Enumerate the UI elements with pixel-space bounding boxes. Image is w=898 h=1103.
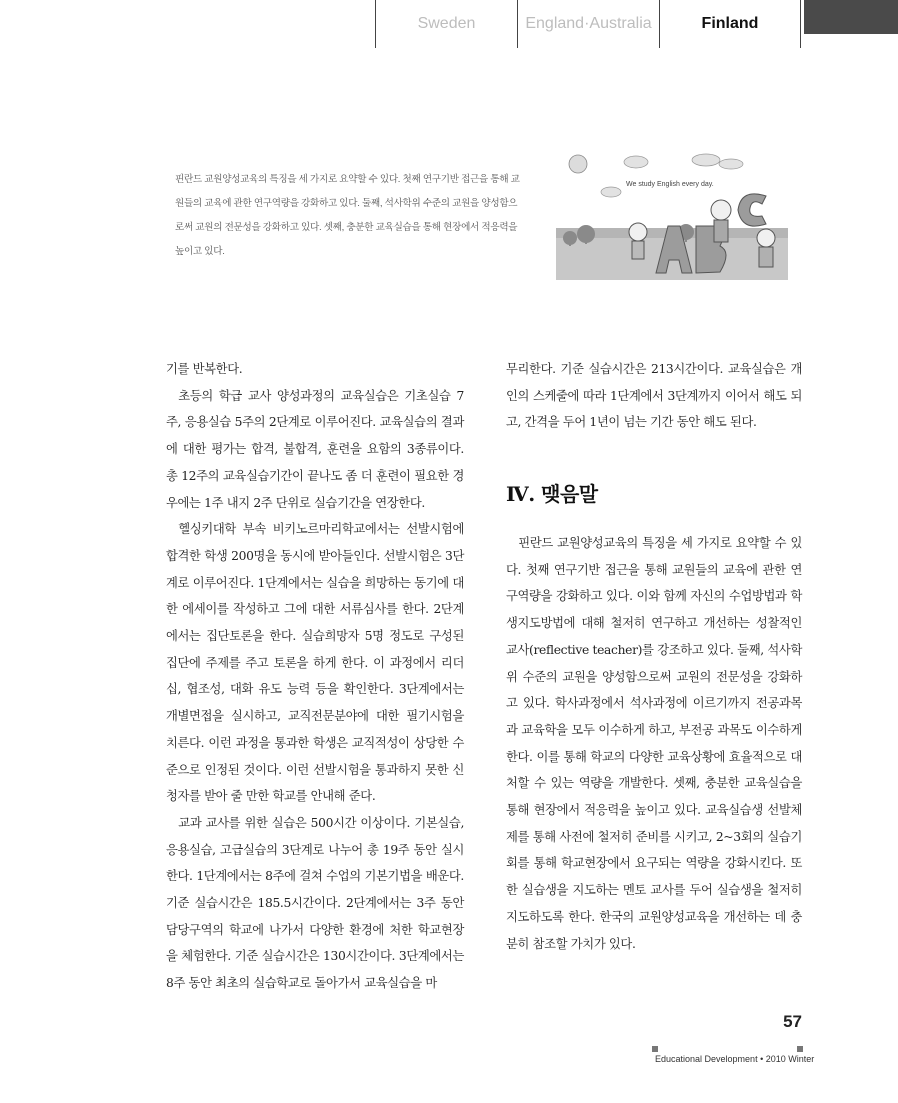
page-number: 57 — [783, 1012, 802, 1031]
section-heading: Ⅳ. 맺음말 — [506, 482, 598, 506]
paragraph: 기를 반복한다. — [166, 362, 243, 376]
footer-square-left — [652, 1046, 658, 1052]
tab-england-australia[interactable]: England·Australia — [517, 0, 659, 48]
children-abc-illustration — [556, 148, 788, 280]
summary-text: 핀란드 교원양성교육의 특징을 세 가지로 요약할 수 있다. 첫째 연구기반 접근을 통해 교원들의 교육에 관한 연구역량을 강화하고 있다. 둘째, 석사학위 수준의 교원을 양성함으로써 교원의 전문성을 강화하고 있다. 셋째, 충분한 교육실습을 통해 현장에서 적응력을 높이고 있다. — [175, 174, 520, 257]
country-tabs — [375, 0, 801, 48]
paragraph: 교과 교사를 위한 실습은 500시간 이상이다. 기본실습, 응용실습, 고급실습의 3단계로 나누어 총 19주 동안 실시한다. 1단계에서는 8주에 걸쳐 수업의 기본기법을 배운다. 기준 실습시간은 185.5시간이다. 2단계에서는 3주 동안 담당구역의 학교에 나가서 다양한 환경에 처한 학교현장을 체험한다. 기준 실습시간은 130시간이다. 3단계에서는 8주 동안 최초의 실습학교로 돌아가서 교육실습을 마 — [166, 815, 464, 991]
paragraph: 무리한다. 기준 실습시간은 213시간이다. 교육실습은 개인의 스케줄에 따라 1단계에서 3단계까지 이어서 해도 되고, 간격을 두어 1년이 넘는 기간 동안 해도 된다. — [506, 362, 802, 430]
paragraph: 초등의 학급 교사 양성과정의 교육실습은 기초실습 7주, 응용실습 5주의 2단계로 이루어진다. 교육실습의 결과에 대한 평가는 합격, 불합격, 훈련을 요함의 3종류이다. 총 12주의 교육실습기간이 끝나도 좀 더 훈련이 필요한 경우에는 1주 내지 2주 단위로 실습기간을 연장한다. — [166, 388, 464, 510]
left-column — [166, 356, 464, 997]
speech-text: We study English every day. — [626, 181, 714, 188]
conclusion-column — [506, 530, 802, 957]
footer-square-right — [797, 1046, 803, 1052]
right-column-top — [506, 356, 802, 436]
footer-text: Educational Development • 2010 Winter — [655, 1054, 815, 1064]
corner-block — [804, 0, 898, 34]
tab-sweden[interactable]: Sweden — [375, 0, 517, 48]
conclusion-paragraph: 핀란드 교원양성교육의 특징을 세 가지로 요약할 수 있다. 첫째 연구기반 접근을 통해 교원들의 교육에 관한 연구역량을 강화하고 있다. 이와 함께 자신의 수업방법과 학생지도방법에 대해 철저히 연구하고 개선하는 성찰적인 교사(reflective teacher)를 강조하고 있다. 둘째, 석사학위 수준의 교원을 양성함으로써 교원의 전문성을 강화하고 있다. 학사과정에서 석사과정에 이르기까지 전공과목과 교육학을 모두 이수하게 하고, 부전공 과목도 이수하게 한다. 이를 통해 학교의 다양한 교육상황에 효율적으로 대처할 수 있는 역량을 개발한다. 셋째, 충분한 교육실습을 통해 현장에서 적응력을 높이고 있다. 교육실습생 선발체제를 통해 사전에 철저히 준비를 시키고, 2~3회의 실습기회를 통해 학교현장에서 요구되는 역량을 강화시킨다. 또한 실습생을 지도하는 멘토 교사를 두어 실습생을 철저히 지도하도록 한다. 한국의 교원양성교육을 개선하는 데 충분히 참조할 가치가 있다. — [506, 536, 802, 951]
paragraph: 헬싱키대학 부속 비키노르마리학교에서는 선발시험에 합격한 학생 200명을 동시에 받아들인다. 선발시험은 3단계로 이루어진다. 1단계에서는 실습을 희망하는 동기에 대한 에세이를 작성하고 그에 대한 서류심사를 한다. 2단계에서는 집단토론을 한다. 실습희망자 5명 정도로 구성된 집단에 주제를 주고 토론을 하게 한다. 이 과정에서 리더십, 협조성, 대화 유도 능력 등을 확인한다. 3단계에서는 개별면접을 실시하고, 교직전문분야에 대한 필기시험을 치른다. 이런 과정을 통과한 학생은 교직적성이 상당한 수준으로 인정된 것이다. 이런 선발시험을 통과하지 못한 신청자를 받아 줄 만한 학교를 안내해 준다. — [166, 522, 464, 804]
tab-finland[interactable]: Finland — [659, 0, 801, 48]
